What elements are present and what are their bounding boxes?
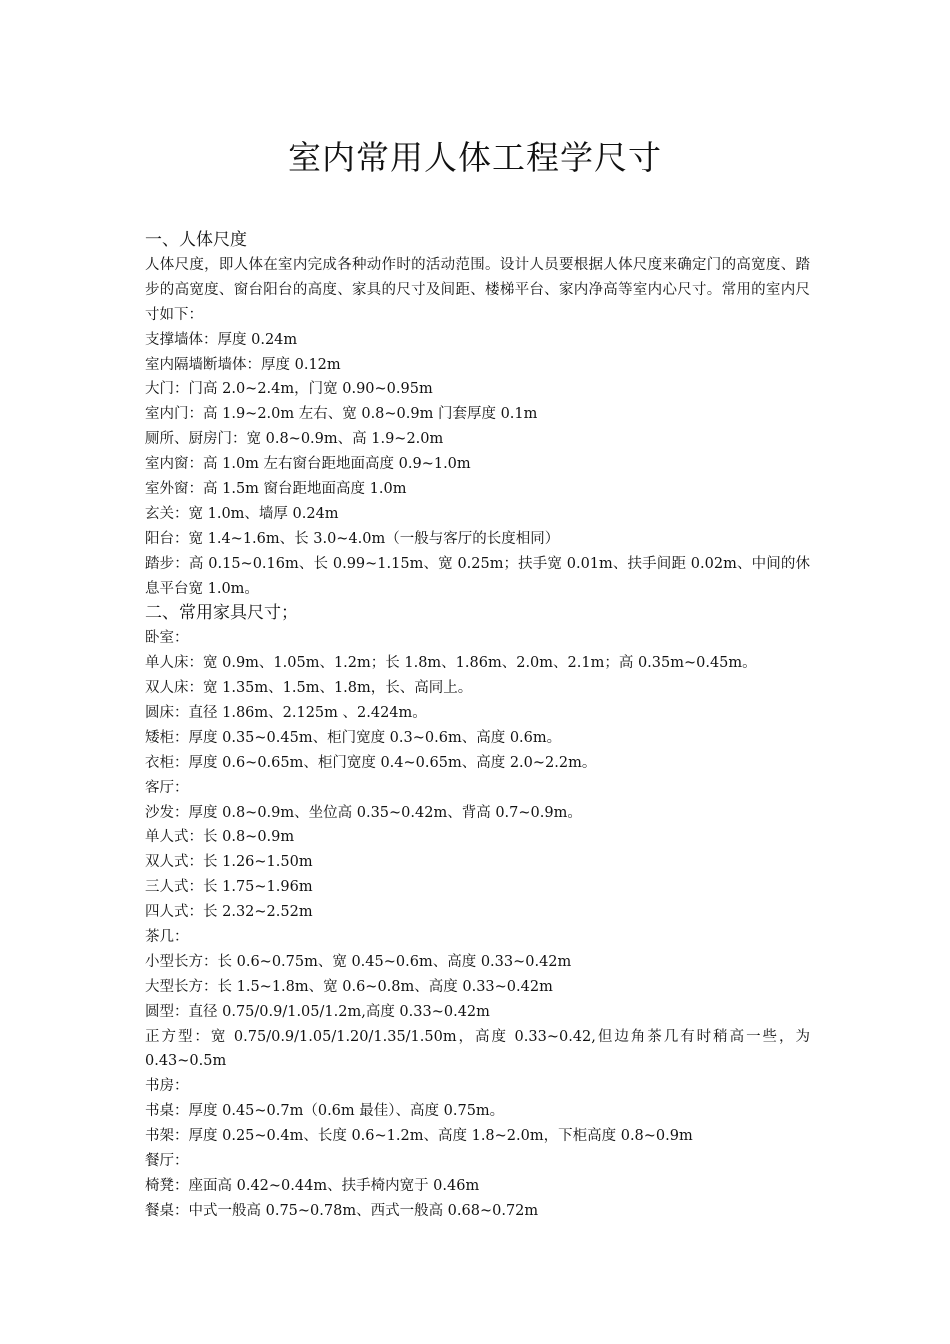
document-body [145,228,810,1224]
section-heading: 一、人体尺度 [145,230,247,250]
paragraph: 人体尺度，即人体在室内完成各种动作时的活动范围。设计人员要根据人体尺度来确定门的高宽度、踏步的高宽度、窗台阳台的高度、家具的尺寸及间距、楼梯平台、家内净高等室内心尺寸。常用的室内尺寸如下： [145,256,810,323]
text-line: 室内隔墙断墙体：厚度 0.12m [145,356,341,373]
paragraph: 踏步：高 0.15~0.16m、长 0.99~1.15m、宽 0.25m；扶手宽 0.01m、扶手间距 0.02m、中间的休息平台宽 1.0m。 [145,555,810,597]
text-line: 单人式：长 0.8~0.9m [145,829,295,846]
text-line: 阳台：宽 1.4~1.6m、长 3.0~4.0m（一般与客厅的长度相同） [145,530,560,547]
page-title: 室内常用人体工程学尺寸 [288,138,662,177]
text-line: 书房： [145,1078,189,1095]
text-line: 厕所、厨房门：宽 0.8~0.9m、高 1.9~2.0m [145,431,444,448]
text-line: 三人式：长 1.75~1.96m [145,879,313,896]
text-line: 圆型：直径 0.75/0.9/1.05/1.2m,高度 0.33~0.42m [145,1003,490,1020]
text-line: 双人床：宽 1.35m、1.5m、1.8m，长、高同上。 [145,680,473,697]
text-line: 四人式：长 2.32~2.52m [145,904,313,921]
text-line: 大门：门高 2.0~2.4m，门宽 0.90~0.95m [145,381,433,398]
text-line: 书桌：厚度 0.45~0.7m（0.6m 最佳）、高度 0.75m。 [145,1103,505,1120]
text-line: 小型长方：长 0.6~0.75m、宽 0.45~0.6m、高度 0.33~0.42m [145,953,572,970]
text-line: 餐厅： [145,1153,189,1170]
text-line: 双人式：长 1.26~1.50m [145,854,313,871]
text-line: 书架：厚度 0.25~0.4m、长度 0.6~1.2m、高度 1.8~2.0m，下柜高度 0.8~0.9m [145,1128,693,1145]
text-line: 矮柜：厚度 0.35~0.45m、柜门宽度 0.3~0.6m、高度 0.6m。 [145,729,562,746]
text-line: 支撑墙体：厚度 0.24m [145,331,298,348]
text-line: 室外窗：高 1.5m 窗台距地面高度 1.0m [145,480,407,497]
text-line: 玄关：宽 1.0m、墙厚 0.24m [145,505,339,522]
text-line: 茶几： [145,929,189,946]
text-line: 室内窗：高 1.0m 左右窗台距地面高度 0.9~1.0m [145,456,471,473]
paragraph: 正方型：宽 0.75/0.9/1.05/1.20/1.35/1.50m，高度 0.33~0.42,但边角茶几有时稍高一些，为 0.43~0.5m [145,1028,810,1070]
text-line: 室内门：高 1.9~2.0m 左右、宽 0.8~0.9m 门套厚度 0.1m [145,406,538,423]
text-line: 大型长方：长 1.5~1.8m、宽 0.6~0.8m、高度 0.33~0.42m [145,978,553,995]
text-line: 椅凳：座面高 0.42~0.44m、扶手椅内宽于 0.46m [145,1177,480,1194]
text-line: 卧室： [145,630,189,647]
text-line: 客厅： [145,779,189,796]
text-line: 单人床：宽 0.9m、1.05m、1.2m；长 1.8m、1.86m、2.0m、2.1m；高 0.35m~0.45m。 [145,655,757,672]
text-line: 圆床：直径 1.86m、2.125m 、2.424m。 [145,705,427,721]
text-line: 沙发：厚度 0.8~0.9m、坐位高 0.35~0.42m、背高 0.7~0.9m。 [145,804,582,821]
text-line: 衣柜：厚度 0.6~0.65m、柜门宽度 0.4~0.65m、高度 2.0~2.2m。 [145,754,597,771]
text-line: 餐桌：中式一般高 0.75~0.78m、西式一般高 0.68~0.72m [145,1202,539,1219]
section-heading: 二、常用家具尺寸； [145,603,298,624]
